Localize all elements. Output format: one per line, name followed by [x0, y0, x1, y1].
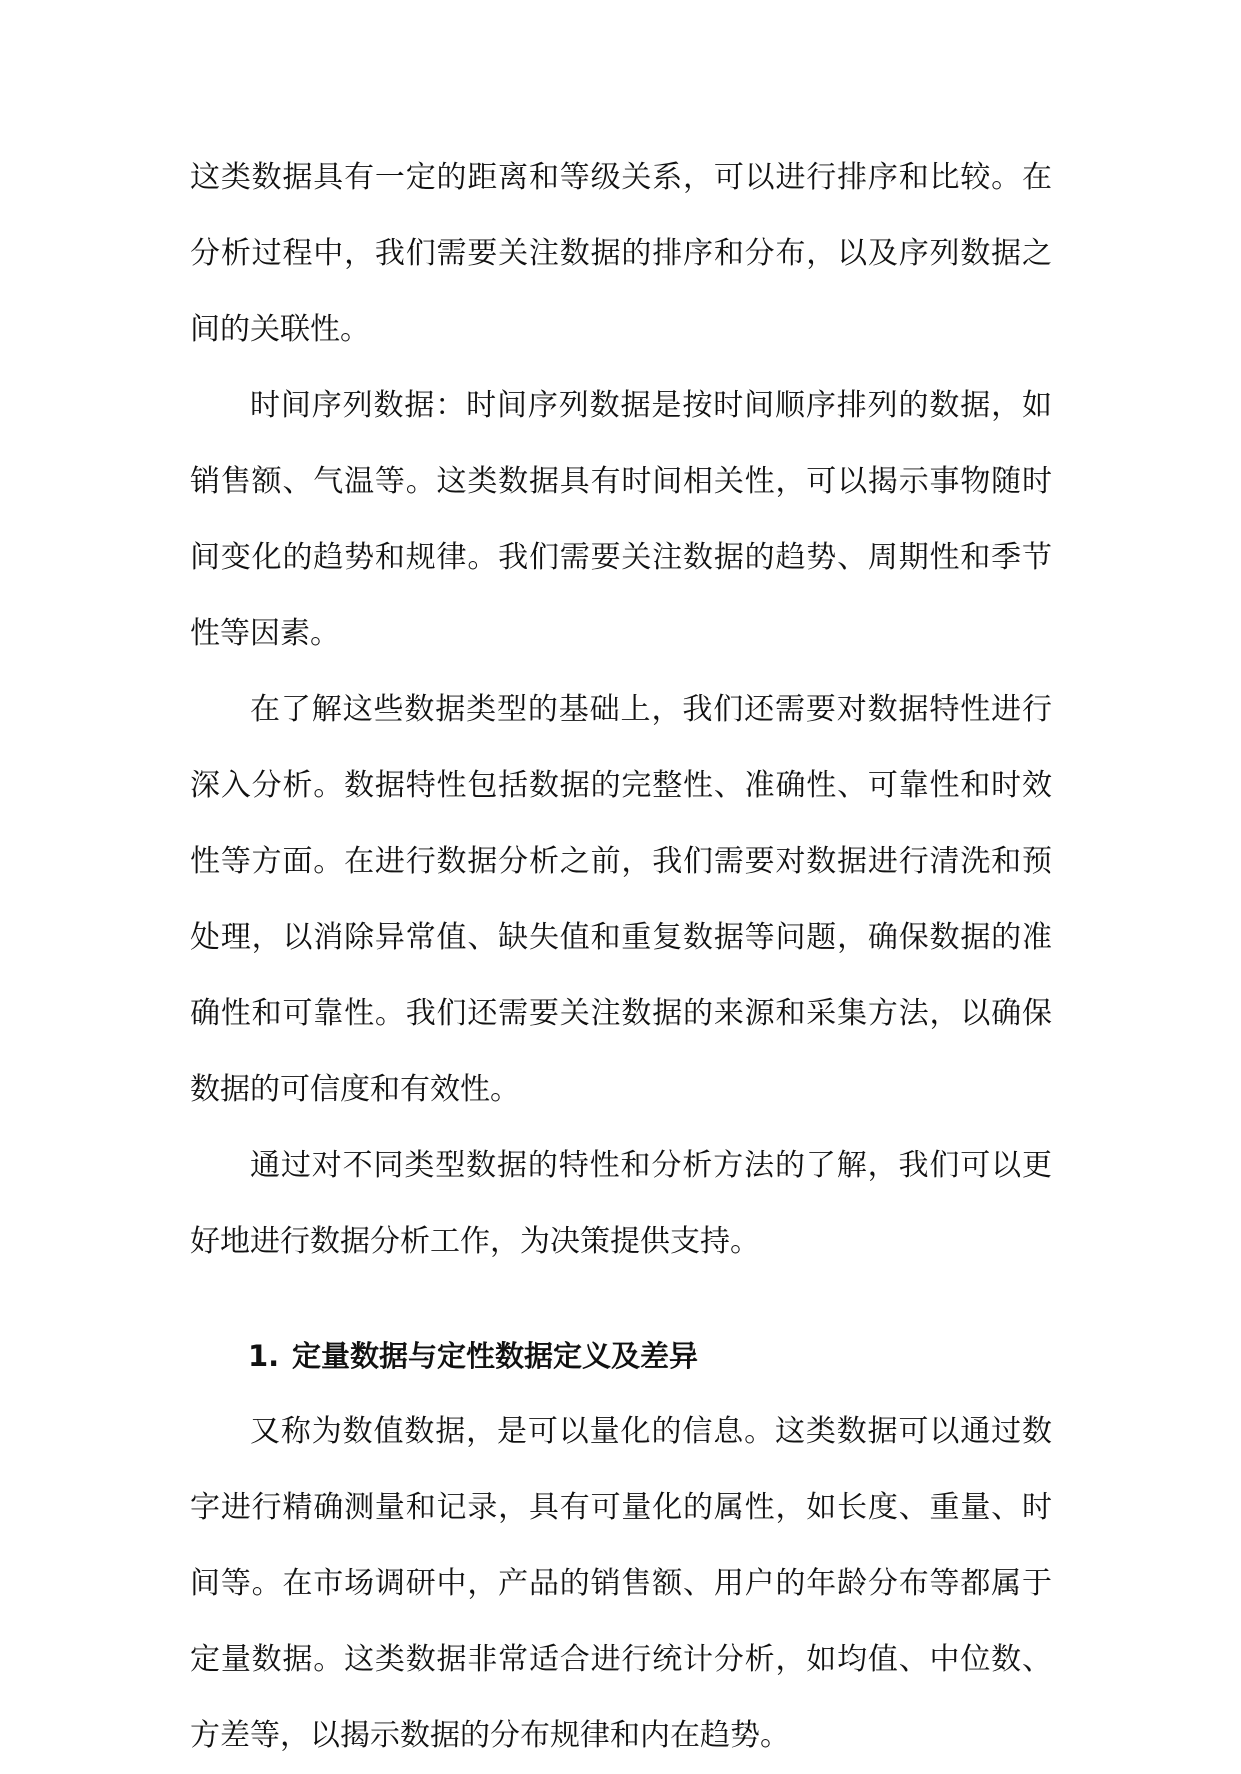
paragraph-data-characteristics: 在了解这些数据类型的基础上，我们还需要对数据特性进行深入分析。数据特性包括数据的完整性、准确性、可靠性和时效性等方面。在进行数据分析之前，我们需要对数据进行清洗和预处理，以消除异常值、缺失值和重复数据等问题，确保数据的准确性和可靠性。我们还需要关注数据的来源和采集方法，以确保数据的可信度和有效性。 [190, 692, 1052, 1107]
paragraph-time-series: 时间序列数据：时间序列数据是按时间顺序排列的数据，如销售额、气温等。这类数据具有时间相关性，可以揭示事物随时间变化的趋势和规律。我们需要关注数据的趋势、周期性和季节性等因素。 [190, 388, 1052, 651]
section-heading [190, 1318, 1052, 1394]
paragraph-quantitative-data: 又称为数值数据，是可以量化的信息。这类数据可以通过数字进行精确测量和记录，具有可量化的属性，如长度、重量、时间等。在市场调研中，产品的销售额、用户的年龄分布等都属于定量数据。这类数据非常适合进行统计分析，如均值、中位数、方差等，以揭示数据的分布规律和内在趋势。 [190, 1414, 1052, 1753]
section-title: 定量数据与定性数据定义及差异 [292, 1339, 699, 1373]
section-number: 1. [248, 1339, 280, 1373]
paragraph-ordinal-data: 这类数据具有一定的距离和等级关系，可以进行排序和比较。在分析过程中，我们需要关注数据的排序和分布，以及序列数据之间的关联性。 [190, 160, 1052, 347]
document-body [190, 140, 1052, 1774]
paragraph-conclusion: 通过对不同类型数据的特性和分析方法的了解，我们可以更好地进行数据分析工作，为决策提供支持。 [190, 1148, 1052, 1259]
